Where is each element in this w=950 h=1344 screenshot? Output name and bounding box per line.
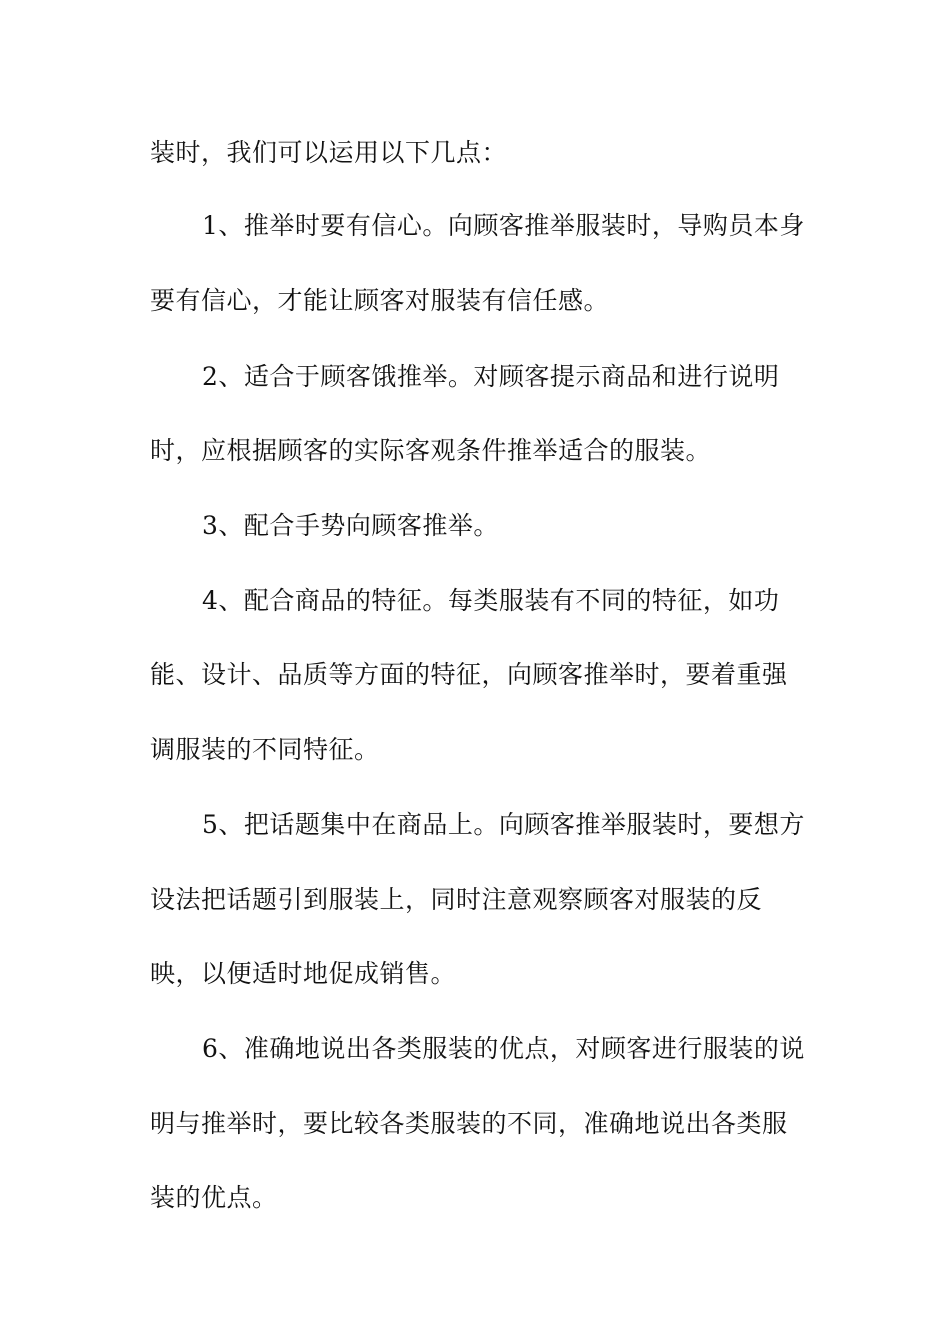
text-line: 装时，我们可以运用以下几点： [150, 138, 508, 167]
text-line: 6、准确地说出各类服装的优点，对顾客进行服装的说 [202, 1034, 805, 1063]
text-line: 映，以便适时地促成销售。 [150, 959, 457, 988]
text-line: 5、把话题集中在商品上。向顾客推举服装时，要想方 [202, 810, 805, 839]
text-line: 明与推举时，要比较各类服装的不同，准确地说出各类服 [150, 1109, 788, 1138]
text-line: 3、配合手势向顾客推举。 [202, 511, 499, 540]
text-line: 2、适合于顾客饿推举。对顾客提示商品和进行说明 [202, 362, 780, 391]
text-line: 装的优点。 [150, 1183, 278, 1212]
text-line: 4、配合商品的特征。每类服装有不同的特征，如功 [202, 586, 780, 615]
text-line: 设法把话题引到服装上，同时注意观察顾客对服装的反 [150, 885, 763, 914]
text-line: 能、设计、品质等方面的特征，向顾客推举时，要着重强 [150, 660, 788, 689]
text-line: 要有信心，才能让顾客对服装有信任感。 [150, 286, 610, 315]
text-line: 调服装的不同特征。 [150, 735, 380, 764]
text-line: 时，应根据顾客的实际客观条件推举适合的服装。 [150, 436, 712, 465]
text-line: 1、推举时要有信心。向顾客推举服装时，导购员本身 [202, 211, 805, 240]
